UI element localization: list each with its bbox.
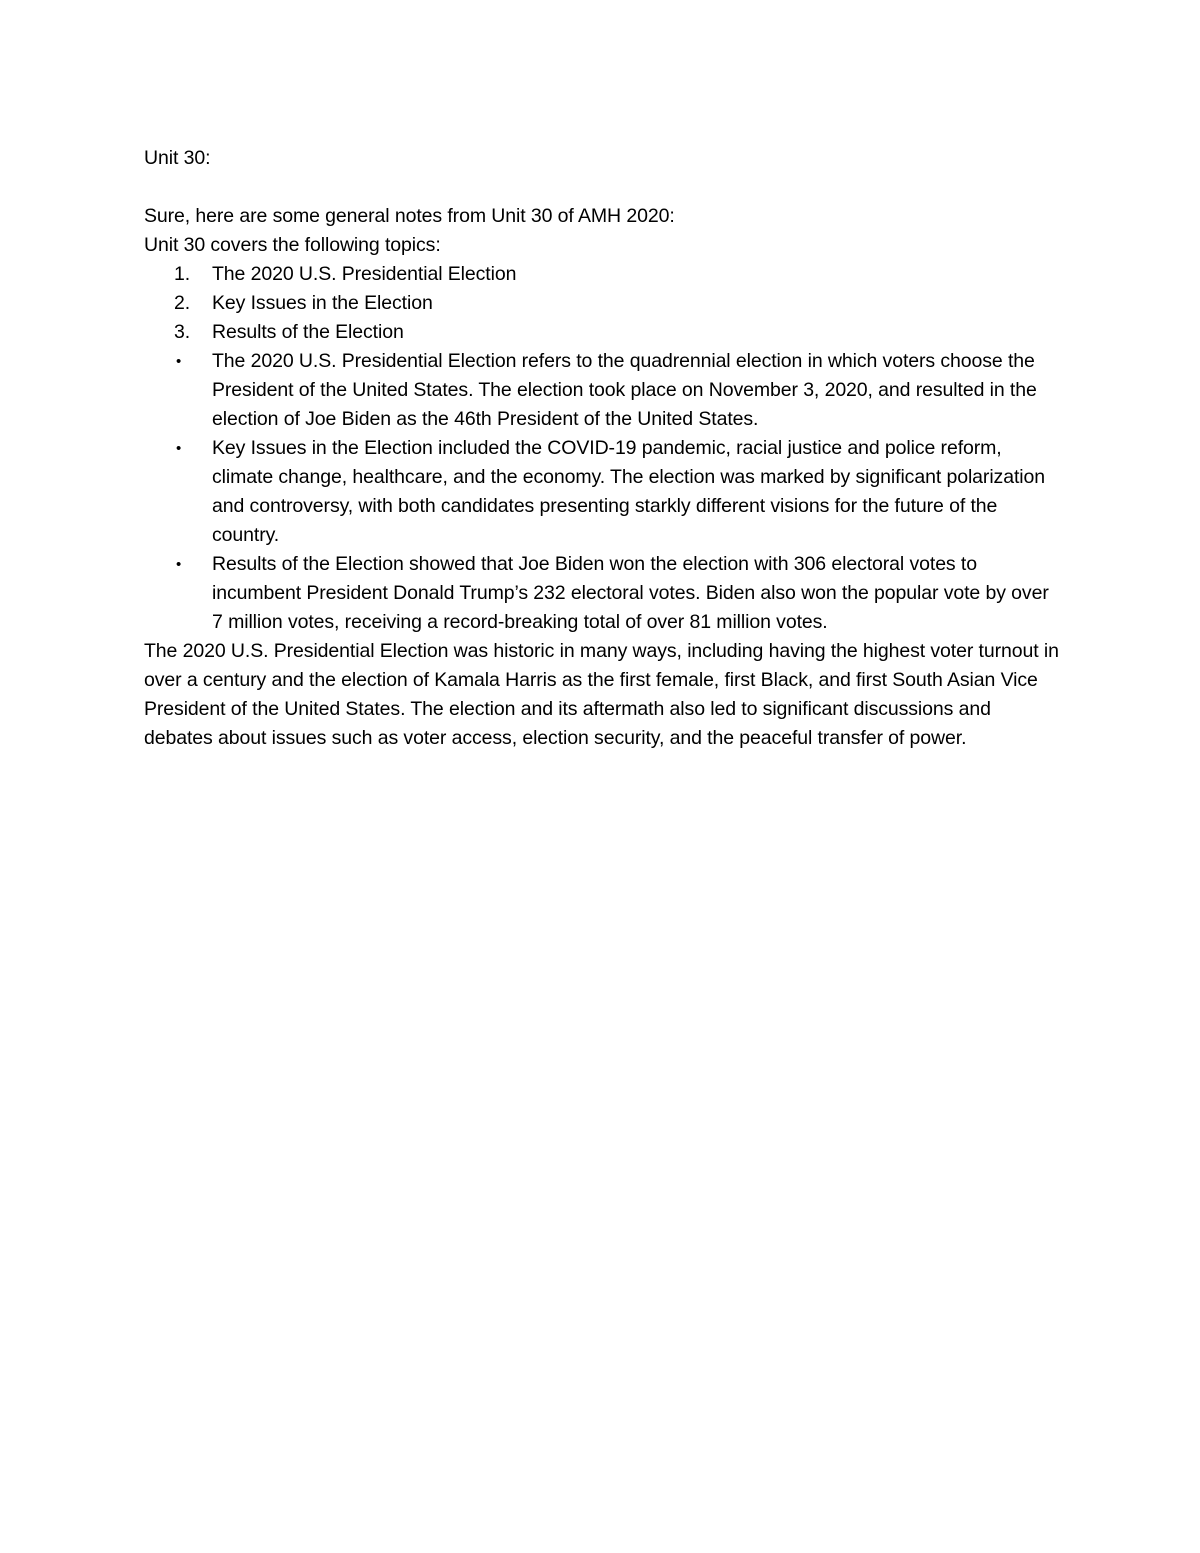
details-list (144, 347, 1064, 637)
topic-item (144, 289, 1064, 318)
intro-line: Sure, here are some general notes from Unit 30 of AMH 2020: (144, 205, 675, 227)
topic-item (144, 260, 1064, 289)
document-body (144, 144, 1064, 753)
detail-text: Key Issues in the Election included the COVID-19 pandemic, racial justice and police reform, climate change, healthcare, and the economy. The election was marked by significant polarization and controversy, with both candidates presenting starkly different visions for the future of the country. (212, 437, 1045, 546)
bullet-icon: • (176, 556, 182, 573)
topics-list (144, 260, 1064, 347)
list-number: 1. (174, 263, 191, 285)
detail-item (144, 550, 1064, 637)
list-number: 2. (174, 292, 191, 314)
detail-text: The 2020 U.S. Presidential Election refers to the quadrennial election in which voters choose the President of the United States. The election took place on November 3, 2020, and resulted in the election of Joe Biden as the 46th President of the United States. (212, 350, 1037, 430)
detail-item (144, 434, 1064, 550)
list-number: 3. (174, 321, 191, 343)
bullet-icon: • (176, 353, 182, 370)
bullet-icon: • (176, 440, 182, 457)
topic-item (144, 318, 1064, 347)
unit-heading: Unit 30: (144, 147, 211, 169)
topics-lead-line: Unit 30 covers the following topics: (144, 234, 441, 256)
detail-item (144, 347, 1064, 434)
topic-text: Key Issues in the Election (212, 292, 433, 314)
topic-text: The 2020 U.S. Presidential Election (212, 263, 517, 285)
detail-text: Results of the Election showed that Joe Biden won the election with 306 electoral votes to incumbent President Donald Trump’s 232 electoral votes. Biden also won the popular vote by over 7 million votes, receiving a record-breaking total of over 81 million votes. (212, 553, 1049, 633)
closing-paragraph: The 2020 U.S. Presidential Election was historic in many ways, including having the highest voter turnout in over a century and the election of Kamala Harris as the first female, first Black, and first South Asian Vice President of the United States. The election and its aftermath also led to significant discussions and debates about issues such as voter access, election security, and the peaceful transfer of power. (144, 640, 1059, 749)
topic-text: Results of the Election (212, 321, 404, 343)
